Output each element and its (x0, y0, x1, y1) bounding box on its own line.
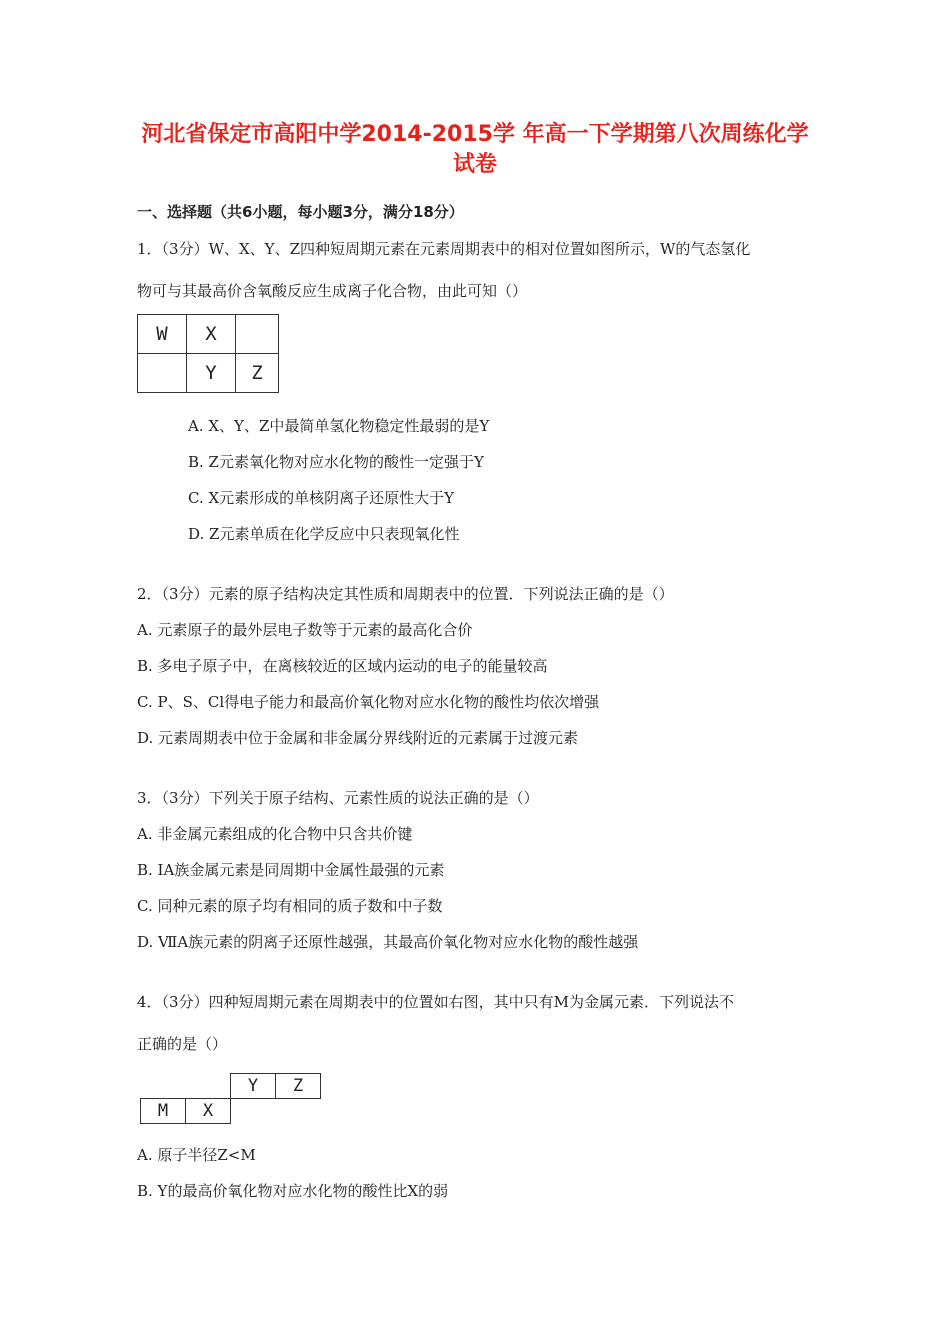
section-heading: 一、选择题（共6小题，每小题3分，满分18分） (137, 203, 464, 221)
q1-option-c: C. X元素形成的单核阴离子还原性大于Y (188, 489, 455, 507)
q2-option-a: A. 元素原子的最外层电子数等于元素的最高化合价 (137, 621, 473, 639)
q3-option-b: B. ⅠA族金属元素是同周期中金属性最强的元素 (137, 861, 445, 879)
q4-option-b: B. Y的最高价氧化物对应水化物的酸性比X的弱 (137, 1182, 449, 1200)
q1-cell (236, 315, 279, 354)
q1-option-d: D. Z元素单质在化学反应中只表现氧化性 (188, 525, 460, 543)
q2-option-b: B. 多电子原子中，在离核较近的区域内运动的电子的能量较高 (137, 657, 548, 675)
q3-stem: 3．（3分）下列关于原子结构、元素性质的说法正确的是（） (137, 789, 539, 807)
q4-stem-line-2: 正确的是（） (137, 1035, 228, 1053)
q1-stem-line-2: 物可与其最高价含氧酸反应生成离子化合物，由此可知（） (137, 282, 528, 300)
q4-cell: Y (231, 1074, 276, 1099)
q2-option-d: D. 元素周期表中位于金属和非金属分界线附近的元素属于过渡元素 (137, 729, 579, 747)
q4-cell: M (141, 1099, 186, 1124)
q4-periodic-table (140, 1073, 321, 1124)
q1-stem-line-1: 1．（3分）W、X、Y、Z四种短周期元素在元素周期表中的相对位置如图所示，W的气态氢化 (137, 240, 751, 258)
q4-cell (186, 1074, 231, 1099)
document-title (120, 120, 830, 180)
q1-option-b: B. Z元素氧化物对应水化物的酸性一定强于Y (188, 453, 484, 471)
q1-cell (138, 354, 187, 393)
q3-option-c: C. 同种元素的原子均有相同的质子数和中子数 (137, 897, 443, 915)
q4-cell: Z (276, 1074, 321, 1099)
q4-stem-line-1: 4．（3分）四种短周期元素在周期表中的位置如右图，其中只有M为金属元素．下列说法不 (137, 993, 734, 1011)
title-line-2: 试卷 (452, 152, 497, 177)
q4-option-a: A. 原子半径Z<M (137, 1146, 256, 1164)
q1-periodic-table (137, 314, 279, 393)
q4-cell: X (186, 1099, 231, 1124)
q1-cell: Y (187, 354, 236, 393)
title-line-1: 河北省保定市高阳中学2014-2015学 年高一下学期第八次周练化学 (141, 122, 809, 147)
q1-cell: X (187, 315, 236, 354)
q1-cell: Z (236, 354, 279, 393)
q4-cell (141, 1074, 186, 1099)
q3-option-a: A. 非金属元素组成的化合物中只含共价键 (137, 825, 413, 843)
q1-cell: W (138, 315, 187, 354)
q3-option-d: D. ⅦA族元素的阴离子还原性越强，其最高价氧化物对应水化物的酸性越强 (137, 933, 639, 951)
q1-option-a: A. X、Y、Z中最简单氢化物稳定性最弱的是Y (188, 417, 490, 435)
q2-stem: 2．（3分）元素的原子结构决定其性质和周期表中的位置．下列说法正确的是（） (137, 585, 674, 603)
q4-cell (276, 1099, 321, 1124)
q4-cell (231, 1099, 276, 1124)
q2-option-c: C. P、S、Cl得电子能力和最高价氧化物对应水化物的酸性均依次增强 (137, 693, 600, 711)
